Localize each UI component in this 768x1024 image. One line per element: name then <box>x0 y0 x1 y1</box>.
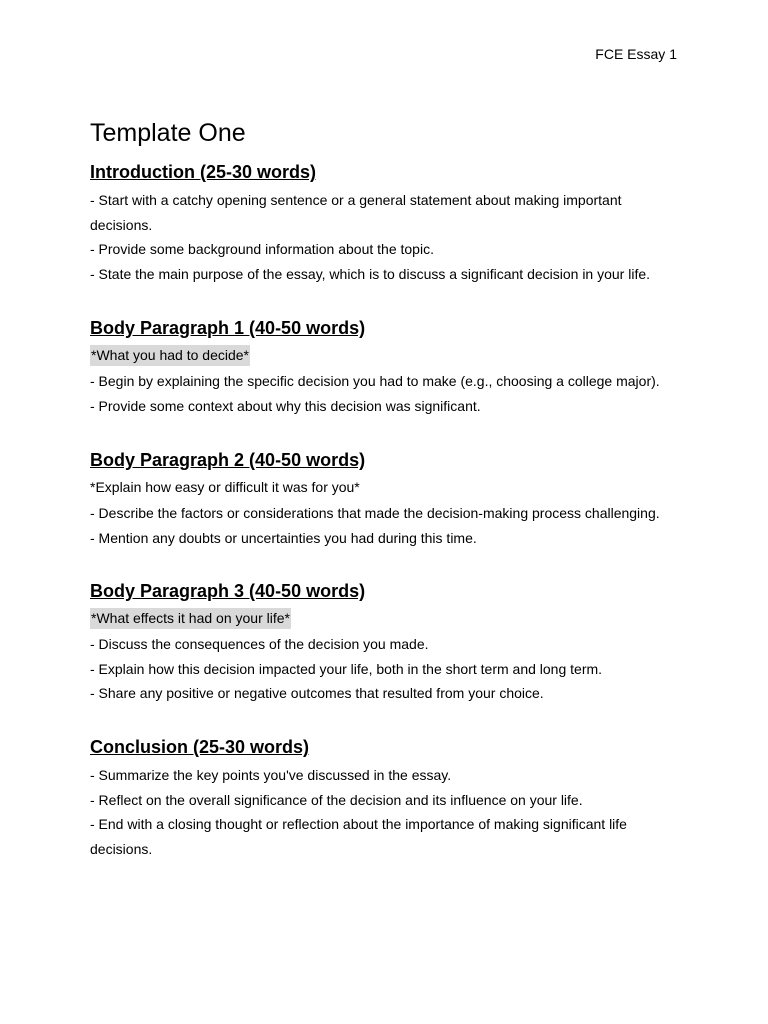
section-body-paragraph-2 <box>90 448 680 550</box>
bullet-line: - Provide some context about why this decision was significant. <box>90 397 481 414</box>
section-conclusion <box>90 735 680 861</box>
highlighted-note: *What effects it had on your life* <box>90 608 291 629</box>
bullet-line: - Provide some background information about the topic. <box>90 241 434 257</box>
bullet-line: - Explain how this decision impacted your life, both in the short term and long term. <box>90 660 603 677</box>
section-lines <box>90 632 680 706</box>
bullet-line: - Summarize the key points you've discussed in the essay. <box>90 767 452 783</box>
document-title: Template One <box>90 119 246 147</box>
bullet-line: - State the main purpose of the essay, which is to discuss a significant decision in your life. <box>90 265 651 282</box>
note: *Explain how easy or difficult it was for you* <box>90 479 360 495</box>
bullet-line: - Discuss the consequences of the decision you made. <box>90 636 429 652</box>
section-heading: Introduction (25-30 words) <box>90 162 317 182</box>
section-heading: Body Paragraph 2 (40-50 words) <box>90 450 366 470</box>
bullet-line: - Reflect on the overall significance of the decision and its influence on your life. <box>90 791 583 808</box>
section-lines <box>90 763 680 861</box>
section-heading: Body Paragraph 1 (40-50 words) <box>90 318 366 338</box>
bullet-line: - Mention any doubts or uncertainties you had during this time. <box>90 529 477 546</box>
section-lines <box>90 501 680 550</box>
highlighted-note: *What you had to decide* <box>90 345 250 366</box>
section-body-paragraph-3 <box>90 579 680 706</box>
section-body-paragraph-1 <box>90 316 680 418</box>
page-header: FCE Essay 1 <box>595 46 677 62</box>
section-heading: Body Paragraph 3 (40-50 words) <box>90 581 366 601</box>
section-lines <box>90 188 680 286</box>
bullet-line: - End with a closing thought or reflection about the importance of making significant life decisions. <box>90 816 627 857</box>
section-lines <box>90 369 680 418</box>
bullet-line: - Begin by explaining the specific decision you had to make (e.g., choosing a college major). <box>90 373 660 389</box>
section-heading: Conclusion (25-30 words) <box>90 737 310 757</box>
bullet-line: - Share any positive or negative outcomes that resulted from your choice. <box>90 685 544 701</box>
section-introduction <box>90 160 680 286</box>
bullet-line: - Start with a catchy opening sentence or a general statement about making important decisions. <box>90 192 622 233</box>
bullet-line: - Describe the factors or considerations that made the decision-making process challenging. <box>90 505 660 521</box>
